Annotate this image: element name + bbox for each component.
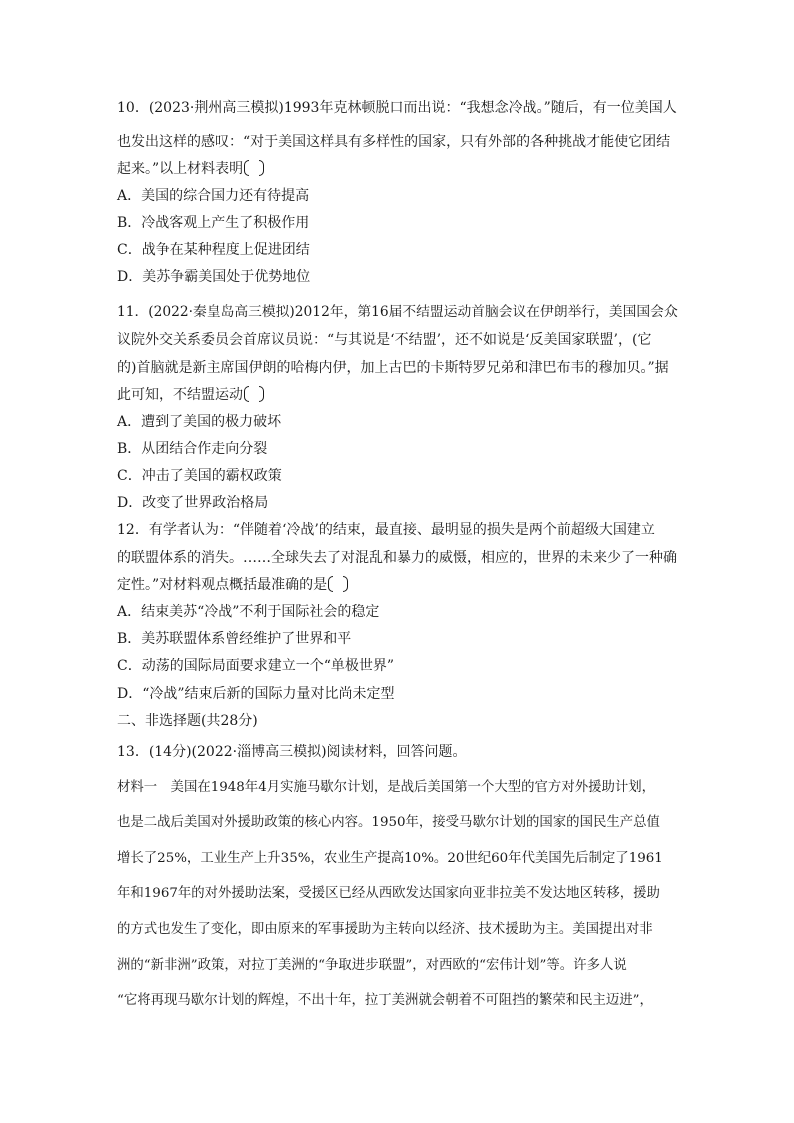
q11-option-d: D．改变了世界政治格局	[117, 495, 269, 511]
answer-blank	[243, 160, 265, 176]
q11-option-c: C．冲击了美国的霸权政策	[117, 468, 282, 484]
q12-stem-line-2: 的联盟体系的消失。……全球失去了对混乱和暴力的威慑，相应的，世界的未来少了一种确	[117, 550, 677, 566]
q12-option-d: D．“冷战”结束后新的国际力量对比尚未定型	[117, 686, 395, 702]
q13-material-line-6: 洲的“新非洲”政策，对拉丁美洲的“争取进步联盟”，对西欧的“宏伟计划”等。许多人说	[117, 958, 627, 973]
q12-option-a: A．结束美苏“冷战”不利于国际社会的稳定	[117, 604, 380, 620]
section-heading: 二、非选择题(共28分)	[117, 713, 258, 729]
answer-blank	[243, 386, 265, 402]
q13-material-line-4: 年和1967年的对外援助法案，受援区已经从西欧发达国家向亚非拉美不发达地区转移，援助	[117, 886, 660, 901]
q11-stem-line-2: 议院外交关系委员会首席议员说：“与其说是‘不结盟’，还不如说是‘反美国家联盟’，(它	[117, 332, 652, 348]
q12-stem-text: 定性。”对材料观点概括最准确的是	[117, 577, 328, 593]
q10-option-c: C．战争在某种程度上促进团结	[117, 242, 310, 258]
q12-option-c: C．动荡的国际局面要求建立一个“单极世界”	[117, 658, 395, 674]
q10-stem-line-3	[117, 159, 265, 179]
q13-material-line-7: “它将再现马歇尔计划的辉煌，不出十年，拉丁美洲就会朝着不可阻挡的繁荣和民主迈进”，	[117, 993, 653, 1008]
q12-stem-line-3	[117, 575, 349, 595]
q11-stem-line-1: 11．(2022·秦皇岛高三模拟)2012年，第16届不结盟运动首脑会议在伊朗举行，美国国会众	[117, 304, 678, 320]
q10-stem-text: 起来。”以上材料表明	[117, 161, 244, 177]
q10-option-d: D．美苏争霸美国处于优势地位	[117, 269, 311, 285]
q11-stem-text: 此可知，不结盟运动	[117, 387, 243, 403]
q10-stem-line-1: 10．(2023·荆州高三模拟)1993年克林顿脱口而出说：“我想念冷战。”随后，有一位美国人	[117, 100, 677, 116]
q12-stem-line-1: 12．有学者认为：“伴随着‘冷战’的结束，最直接、最明显的损失是两个前超级大国建立	[117, 522, 655, 538]
q10-option-b: B．冷战客观上产生了积极作用	[117, 215, 310, 231]
q13-material-line-1: 材料一 美国在1948年4月实施马歇尔计划，是战后美国第一个大型的官方对外援助计划，	[117, 780, 656, 795]
q12-option-b: B．美苏联盟体系曾经维护了世界和平	[117, 631, 352, 647]
answer-blank	[327, 576, 349, 592]
q11-stem-line-4	[117, 385, 265, 405]
q13-material-line-3: 增长了25%，工业生产上升35%，农业生产提高10%。20世纪60年代美国先后制定了1961	[117, 851, 663, 866]
q10-stem-line-2: 也发出这样的感叹：“对于美国这样具有多样性的国家，只有外部的各种挑战才能使它团结	[117, 134, 671, 150]
q11-stem-line-3: 的)首脑就是新主席国伊朗的哈梅内伊，加上古巴的卡斯特罗兄弟和津巴布韦的穆加贝。”据	[117, 360, 669, 376]
q13-material-line-2: 也是二战后美国对外援助政策的核心内容。1950年，接受马歇尔计划的国家的国民生产总值	[117, 815, 660, 830]
q11-option-b: B．从团结合作走向分裂	[117, 441, 268, 457]
q11-option-a: A．遭到了美国的极力破坏	[117, 414, 282, 430]
q10-option-a: A．美国的综合国力还有待提高	[117, 188, 310, 204]
q13-material-line-5: 的方式也发生了变化，即由原来的军事援助为主转向以经济、技术援助为主。美国提出对非	[117, 922, 653, 937]
q13-intro: 13．(14分)(2022·淄博高三模拟)阅读材料，回答问题。	[117, 744, 467, 760]
